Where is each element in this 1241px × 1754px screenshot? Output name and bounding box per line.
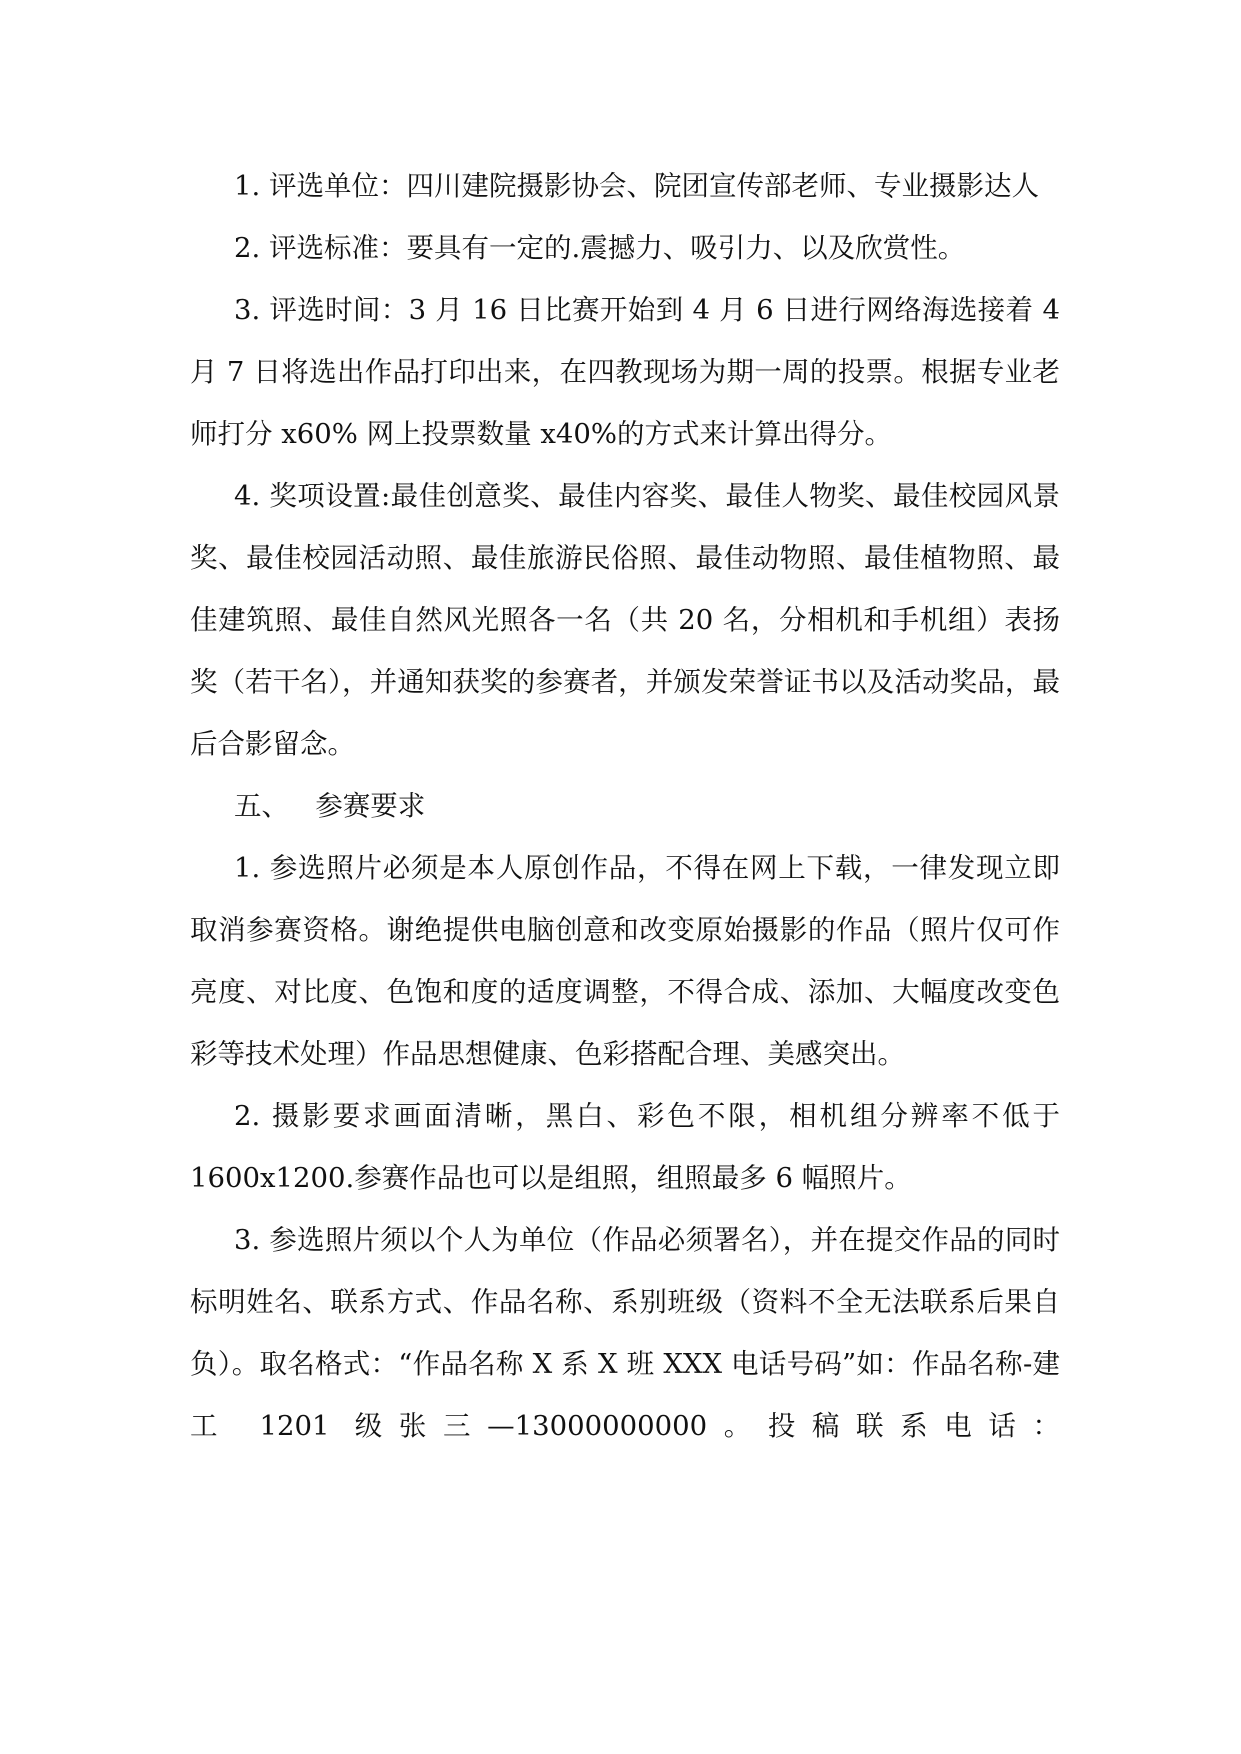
paragraph-judging-criteria: 2. 评选标准：要具有一定的.震撼力、吸引力、以及欣赏性。 <box>234 232 966 264</box>
requirement-original-work: 1. 参选照片必须是本人原创作品，不得在网上下载，一律发现立即取消参赛资格。谢绝提供电脑创意和改变原始摄影的作品（照片仅可作亮度、对比度、色饱和度的适度调整，不得合成、添加、大幅度改变色彩等技术处理）作品思想健康、色彩搭配合理、美感突出。 <box>190 852 1060 1070</box>
paragraph-judging-time: 3. 评选时间：3 月 16 日比赛开始到 4 月 6 日进行网络海选接着 4 月 7 日将选出作品打印出来，在四教现场为期一周的投票。根据专业老师打分 x60% 网上投票数量 x40%的方式来计算出得分。 <box>190 294 1060 450</box>
paragraph-judging-units: 1. 评选单位：四川建院摄影协会、院团宣传部老师、专业摄影达人 <box>234 170 1039 202</box>
requirement-image-quality: 2. 摄影要求画面清晰，黑白、彩色不限，相机组分辨率不低于 1600x1200.参赛作品也可以是组照，组照最多 6 幅照片。 <box>190 1100 1060 1194</box>
paragraph-award-settings: 4. 奖项设置:最佳创意奖、最佳内容奖、最佳人物奖、最佳校园风景奖、最佳校园活动照、最佳旅游民俗照、最佳动物照、最佳植物照、最佳建筑照、最佳自然风光照各一名（共 20 名，分相机和手机组）表扬奖（若干名），并通知获奖的参赛者，并颁发荣誉证书以及活动奖品，最后合影留念。 <box>190 480 1060 760</box>
section-heading-requirements: 五、 参赛要求 <box>234 790 426 822</box>
requirement-submission-format: 3. 参选照片须以个人为单位（作品必须署名），并在提交作品的同时标明姓名、联系方式、作品名称、系别班级（资料不全无法联系后果自负）。取名格式：“作品名称 X 系 X 班 XXX 电话号码”如：作品名称-建工 1201 级张三—13000000000。投稿联系电话： <box>190 1224 1060 1442</box>
document-body <box>190 155 1060 1457</box>
